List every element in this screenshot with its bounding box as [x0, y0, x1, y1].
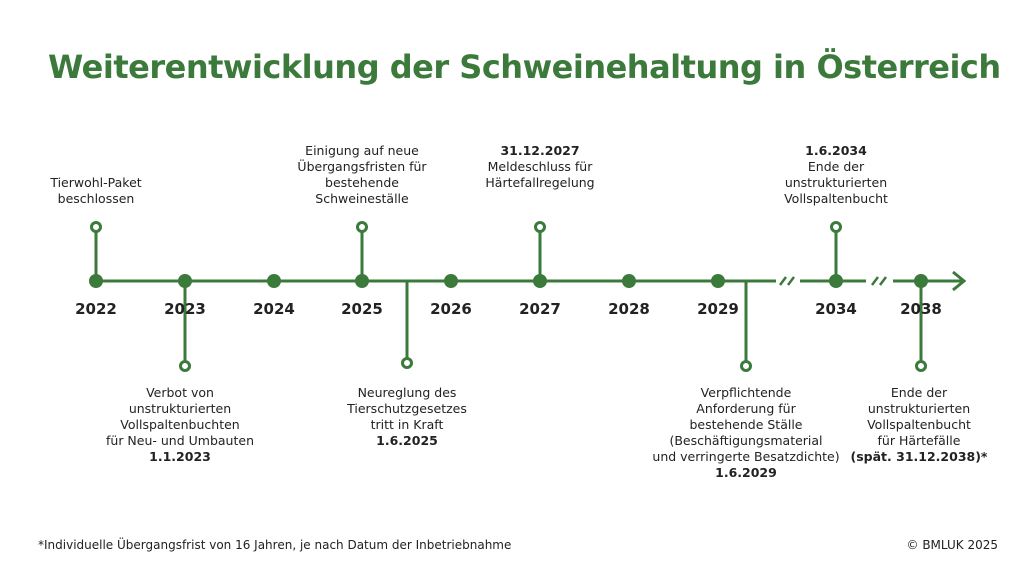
event-label-2025: Einigung auf neue Übergangsfristen für bestehende Schweineställe — [297, 143, 427, 206]
year-dot — [711, 274, 725, 288]
event-label-2034: 1.6.2034 Ende der unstrukturierten Vollspaltenbucht — [784, 143, 888, 206]
event-marker — [832, 223, 841, 232]
copyright: © BMLUK 2025 — [906, 538, 998, 552]
year-dot — [622, 274, 636, 288]
year-label: 2023 — [164, 300, 206, 318]
year-label: 2024 — [253, 300, 295, 318]
event-marker — [181, 362, 190, 371]
event-label-2022: Tierwohl-Paket beschlossen — [50, 175, 142, 206]
event-marker — [403, 359, 412, 368]
year-dot — [444, 274, 458, 288]
event-date: (spät. 31.12.2038)* — [850, 449, 988, 464]
event-date: 1.6.2029 — [715, 465, 777, 480]
event-label-2038: Ende der unstrukturierten Vollspaltenbucht für Härtefälle (spät. 31.12.2038)* — [850, 385, 988, 464]
event-marker — [92, 223, 101, 232]
axis-break-mark — [780, 277, 786, 285]
page-title: Weiterentwicklung der Schweinehaltung in Österreich — [48, 48, 1001, 86]
year-label: 2026 — [430, 300, 472, 318]
event-marker — [536, 223, 545, 232]
year-label: 2038 — [900, 300, 942, 318]
axis-break-mark — [872, 277, 878, 285]
event-date: 31.12.2027 — [500, 143, 580, 158]
year-dot — [267, 274, 281, 288]
event-label-2027: 31.12.2027 Meldeschluss für Härtefallregelung — [485, 143, 595, 190]
year-label: 2029 — [697, 300, 739, 318]
event-marker — [358, 223, 367, 232]
year-label: 2027 — [519, 300, 561, 318]
event-label-2025-law: Neureglung des Tierschutzgesetzes tritt in Kraft 1.6.2025 — [347, 385, 467, 448]
event-date: 1.1.2023 — [149, 449, 211, 464]
footnote: *Individuelle Übergangsfrist von 16 Jahren, je nach Datum der Inbetriebnahme — [38, 538, 512, 552]
axis-break-mark — [880, 277, 886, 285]
year-label: 2025 — [341, 300, 383, 318]
year-label: 2022 — [75, 300, 117, 318]
event-label-2023: Verbot von unstrukturierten Vollspaltenbuchten für Neu- und Umbauten 1.1.2023 — [106, 385, 254, 464]
event-marker — [917, 362, 926, 371]
event-date: 1.6.2034 — [805, 143, 867, 158]
event-label-2029: Verpflichtende Anforderung für bestehende Ställe (Beschäftigungsmaterial und verringerte Besatzdichte) 1.6.2029 — [652, 385, 840, 480]
event-date: 1.6.2025 — [376, 433, 438, 448]
axis-break-mark — [788, 277, 794, 285]
event-marker — [742, 362, 751, 371]
year-label: 2034 — [815, 300, 857, 318]
year-label: 2028 — [608, 300, 650, 318]
